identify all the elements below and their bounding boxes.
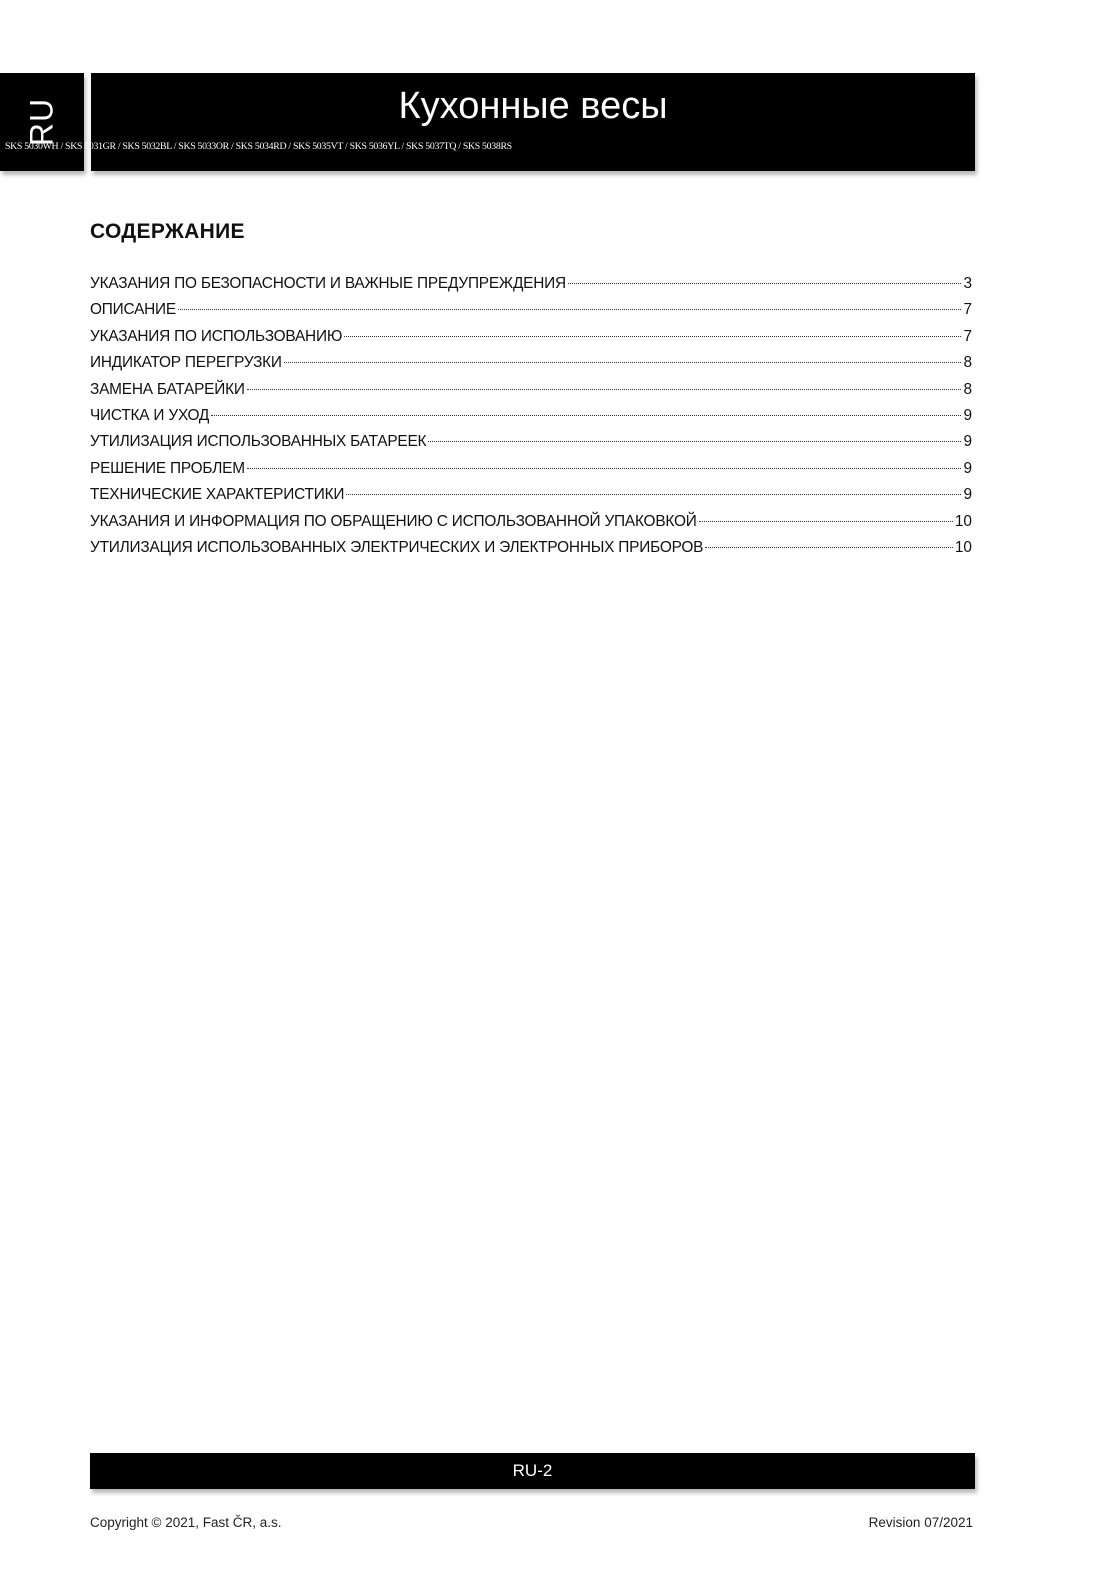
toc-item-specifications[interactable] — [90, 482, 972, 508]
toc-list — [90, 271, 972, 561]
toc-heading: СОДЕРЖАНИЕ — [90, 220, 245, 243]
toc-item-label: ЧИСТКА И УХОД — [90, 406, 210, 424]
model-list: SKS 5030WH / SKS 5031GR / SKS 5032BL / SKS 5033OR / SKS 5034RD / SKS 5035VT / SKS 5036YL / SKS 5037TQ / SKS 5038RS — [5, 141, 512, 152]
toc-item-electronics-disposal[interactable] — [90, 535, 972, 561]
page-number: RU-2 — [512, 1461, 553, 1480]
toc-page-number: 7 — [963, 301, 972, 319]
toc-item-label: УТИЛИЗАЦИЯ ИСПОЛЬЗОВАННЫХ БАТАРЕЕК — [90, 433, 427, 451]
toc-dot-leader — [428, 441, 961, 442]
toc-page-number: 7 — [963, 327, 972, 345]
toc-page-number: 9 — [963, 459, 972, 477]
toc-page-number: 9 — [963, 406, 972, 424]
toc-page-number: 8 — [963, 380, 972, 398]
toc-item-usage[interactable] — [90, 324, 972, 350]
toc-item-label: ТЕХНИЧЕСКИЕ ХАРАКТЕРИСТИКИ — [90, 486, 345, 504]
document-title: Кухонные весы — [398, 85, 668, 127]
toc-item-label: ЗАМЕНА БАТАРЕЙКИ — [90, 380, 245, 398]
toc-item-label: УКАЗАНИЯ ПО БЕЗОПАСНОСТИ И ВАЖНЫЕ ПРЕДУПРЕЖДЕНИЯ — [90, 275, 566, 292]
toc-item-description[interactable] — [90, 297, 972, 323]
toc-item-troubleshooting[interactable] — [90, 456, 972, 482]
toc-page-number: 9 — [963, 433, 972, 451]
toc-dot-leader — [284, 362, 962, 363]
revision-text: Revision 07/2021 — [868, 1515, 973, 1530]
toc-dot-leader — [247, 389, 962, 390]
toc-item-safety[interactable] — [90, 271, 972, 297]
toc-dot-leader — [568, 283, 962, 284]
toc-item-label: УТИЛИЗАЦИЯ ИСПОЛЬЗОВАННЫХ ЭЛЕКТРИЧЕСКИХ И ЭЛЕКТРОННЫХ ПРИБОРОВ — [90, 538, 704, 556]
toc-item-cleaning[interactable] — [90, 403, 972, 429]
toc-item-battery-replacement[interactable] — [90, 377, 972, 403]
toc-item-label: УКАЗАНИЯ ПО ИСПОЛЬЗОВАНИЮ — [90, 327, 343, 345]
toc-page-number: 9 — [963, 486, 972, 504]
toc-dot-leader — [705, 547, 953, 548]
toc-dot-leader — [178, 309, 961, 310]
toc-item-label: ОПИСАНИЕ — [90, 301, 176, 319]
toc-dot-leader — [247, 468, 962, 469]
toc-item-label: ИНДИКАТОР ПЕРЕГРУЗКИ — [90, 354, 282, 372]
toc-page-number: 10 — [954, 512, 972, 530]
toc-page-number: 10 — [954, 538, 972, 556]
language-tab-label: RU — [23, 97, 60, 147]
toc-dot-leader — [346, 494, 961, 495]
toc-page-number: 3 — [963, 275, 972, 292]
toc-dot-leader — [699, 521, 953, 522]
toc-item-label: УКАЗАНИЯ И ИНФОРМАЦИЯ ПО ОБРАЩЕНИЮ С ИСПОЛЬЗОВАННОЙ УПАКОВКОЙ — [90, 512, 697, 530]
copyright-text: Copyright © 2021, Fast ČR, a.s. — [90, 1515, 282, 1530]
toc-dot-leader — [344, 336, 961, 337]
toc-dot-leader — [211, 415, 961, 416]
toc-page-number: 8 — [963, 354, 972, 372]
toc-item-overload-indicator[interactable] — [90, 350, 972, 376]
toc-item-packaging[interactable] — [90, 509, 972, 535]
footer-bar — [90, 1453, 975, 1489]
table-of-contents — [90, 217, 972, 561]
toc-item-label: РЕШЕНИЕ ПРОБЛЕМ — [90, 459, 245, 477]
toc-item-battery-disposal[interactable] — [90, 429, 972, 455]
